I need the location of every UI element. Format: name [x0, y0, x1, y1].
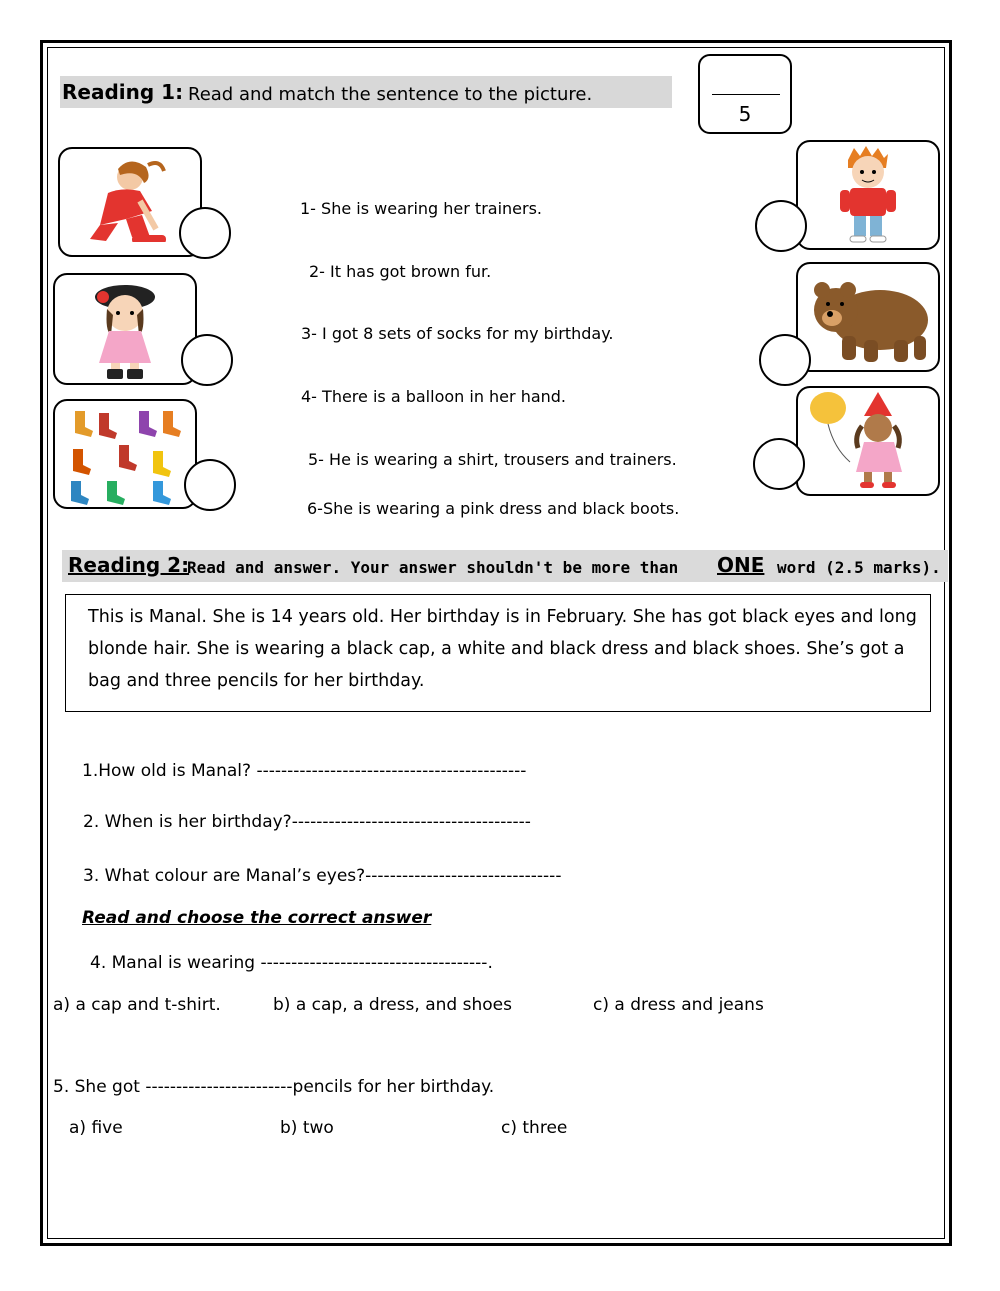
answer-circle-1[interactable]	[179, 207, 231, 259]
sentence-1: 1- She is wearing her trainers.	[300, 199, 543, 218]
sentence-2: 2- It has got brown fur.	[309, 262, 492, 281]
socks-icon	[55, 401, 195, 507]
answer-circle-4[interactable]	[755, 200, 807, 252]
brown-bear-icon	[798, 264, 938, 370]
choose-heading: Read and choose the correct answer	[82, 908, 432, 928]
reading2-title: Reading 2:	[68, 553, 190, 577]
question-2: 2. When is her birthday?---------------------------------------	[83, 812, 531, 832]
reading2-emphasis: ONE	[717, 553, 765, 577]
answer-circle-2[interactable]	[181, 334, 233, 386]
girl-balloon-icon	[798, 388, 938, 494]
reading1-title: Reading 1:	[62, 80, 184, 104]
question-4-option-c[interactable]: c) a dress and jeans	[593, 995, 764, 1015]
question-1: 1.How old is Manal? --------------------------------------------	[82, 761, 527, 781]
answer-circle-3[interactable]	[184, 459, 236, 511]
picture-girl-balloon	[796, 386, 940, 496]
score-box	[698, 54, 792, 134]
girl-pink-dress-icon	[55, 275, 195, 383]
question-5-option-c[interactable]: c) three	[501, 1118, 568, 1138]
question-5-option-a[interactable]: a) five	[69, 1118, 123, 1138]
sentence-6: 6-She is wearing a pink dress and black boots.	[307, 499, 680, 518]
reading2-instruction: Read and answer. Your answer shouldn't be more than	[187, 558, 679, 577]
picture-socks	[53, 399, 197, 509]
answer-circle-6[interactable]	[753, 438, 805, 490]
answer-circle-5[interactable]	[759, 334, 811, 386]
picture-boy-red-shirt	[796, 140, 940, 250]
passage-box	[65, 594, 931, 712]
question-4-option-b[interactable]: b) a cap, a dress, and shoes	[273, 995, 512, 1015]
reading1-instruction: Read and match the sentence to the picture.	[188, 84, 593, 105]
score-total: 5	[738, 102, 752, 126]
passage-text: This is Manal. She is 14 years old. Her birthday is in February. She has got black eyes and long blonde hair. She is wearing a black cap, a white and black dress and black shoes. She’s got a bag and three pencils for her birthday.	[88, 607, 917, 691]
picture-brown-bear	[796, 262, 940, 372]
question-3: 3. What colour are Manal’s eyes?--------------------------------	[83, 866, 562, 886]
question-4-prompt: 4. Manal is wearing -------------------------------------.	[90, 953, 493, 973]
score-blank-line	[712, 94, 780, 95]
sentence-4: 4- There is a balloon in her hand.	[301, 387, 567, 406]
question-5-option-b[interactable]: b) two	[280, 1118, 334, 1138]
question-5-prompt: 5. She got ------------------------pencils for her birthday.	[53, 1077, 495, 1097]
reading2-instruction-tail: word (2.5 marks).	[777, 558, 941, 577]
picture-girl-pink-dress	[53, 273, 197, 385]
question-4-option-a[interactable]: a) a cap and t-shirt.	[53, 995, 221, 1015]
sentence-5: 5- He is wearing a shirt, trousers and trainers.	[308, 450, 677, 469]
boy-red-shirt-icon	[798, 142, 938, 248]
sentence-3: 3- I got 8 sets of socks for my birthday.	[301, 324, 614, 343]
